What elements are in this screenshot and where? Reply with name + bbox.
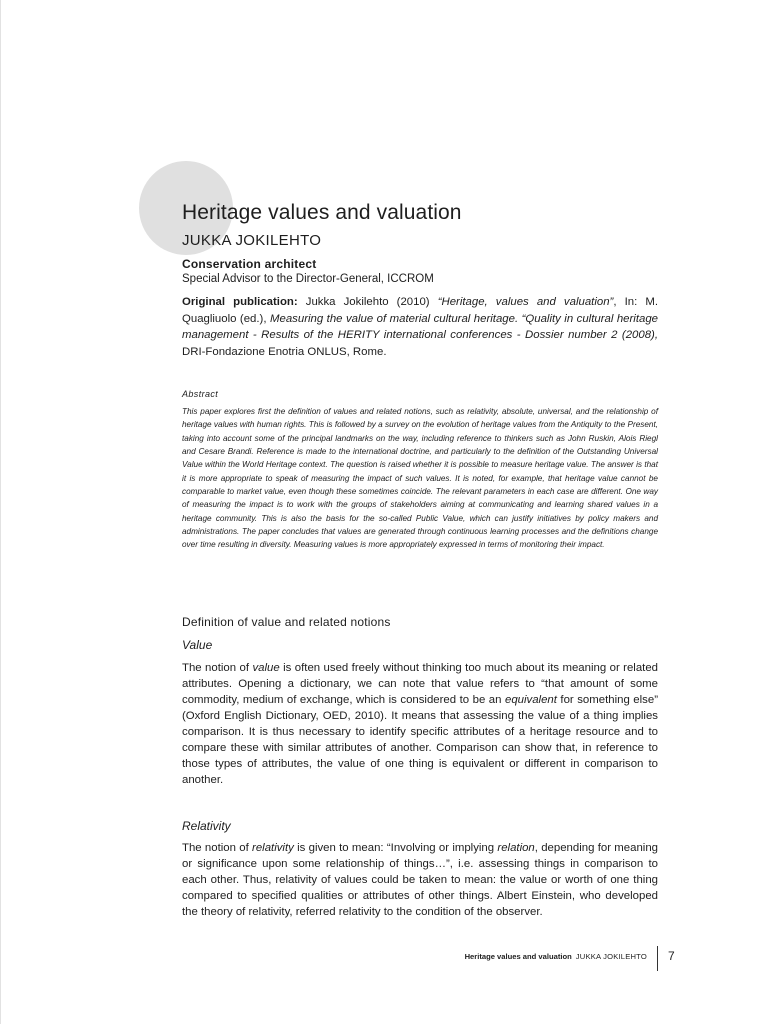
publication-part: Jukka Jokilehto (2010) — [297, 296, 438, 308]
subheading-value: Value — [182, 638, 213, 652]
text-emphasis: relation — [497, 842, 535, 854]
page-edge — [0, 0, 1, 1024]
abstract-label: Abstract — [182, 389, 219, 399]
text-run: for something else” (Oxford English Dictionary, OED, 2010). It means that assessing the value of a thing implies comparison. It is thus necessary to identify specific attributes of a heritage resource and to compare these with similar attributes of another. Comparison can show that, in reference to those types of attributes, the value of one thing is equivalent or different in comparison to another. — [182, 693, 658, 786]
text-emphasis: equivalent — [504, 693, 557, 706]
text-emphasis: value — [252, 662, 280, 674]
section-heading: Definition of value and related notions — [182, 615, 391, 629]
text-emphasis: relativity — [252, 842, 294, 854]
text-run: is given to mean: “Involving or implying — [293, 842, 498, 854]
author-role: Conservation architect — [182, 257, 317, 271]
paragraph-value — [182, 661, 658, 789]
footer-title: Heritage values and valuation — [464, 952, 572, 961]
running-footer — [460, 952, 647, 961]
author-name: JUKKA JOKILEHTO — [182, 232, 322, 249]
publication-title: “Heritage, values and valuation” — [437, 296, 614, 308]
abstract-text: This paper explores first the definition of values and related notions, such as relativity, absolute, universal, and the relationship of heritage values with human rights. This is followed by a survey on the evolution of heritage values from the Antiquity to the Present, taking into account some of the principal landmarks on the way, including reference to thinkers such as John Ruskin, Alois Riegl and Cesare Brandi. Reference is made to the international doctrine, and particularly to the definition of the Outstanding Universal Value within the World Heritage context. The question is raised whether it is possible to measure heritage value. The answer is that it is more appropriate to speak of measuring the impact of such values. It is noted, for example, that heritage value cannot be comparable to market value, even though these sometimes coincide. The relevant parameters in each case are different. One way of measuring the impact is to work with the groups of stakeholders aiming at communicating and learning shared values in a heritage community. This is also the basis for the so-called Public Value, which can justify initiatives by policy makers and administrations. The paper concludes that values are generated through continuous learning processes and the definitions change over time resulting in diversity. Measuring values is more appropriately expressed in terms of monitoring their impact. — [182, 407, 658, 550]
subheading-relativity: Relativity — [182, 819, 231, 833]
publication-source: Measuring the value of material cultural heritage. “Quality in cultural heritage management - Results of the HERITY international conferences - Dossier number 2 (2008), — [182, 312, 658, 341]
paragraph-relativity — [182, 841, 658, 921]
author-affiliation: Special Advisor to the Director-General, ICCROM — [182, 273, 434, 285]
footer-author: JUKKA JOKILEHTO — [575, 952, 647, 961]
publication-note — [182, 294, 658, 360]
text-run: The notion of — [182, 662, 253, 674]
footer-divider — [657, 946, 658, 971]
article-title: Heritage values and valuation — [182, 201, 462, 224]
publication-label: Original publication: — [182, 296, 298, 308]
page-number: 7 — [668, 949, 675, 963]
text-run: , depending for meaning or significance upon some relationship of things…”, i.e. assessing things in comparison to each other. Thus, relativity of values could be taken to mean: the value or worth of one thing compared to specified qualities or attributes of other things. Albert Einstein, who developed the theory of relativity, referred relativity to the condition of the observer. — [182, 842, 658, 918]
text-run: is often used freely without thinking too much about its meaning or related attributes. Opening a dictionary, we can note that value refers to “that amount of some commodity, medium of exchange, which is considered to be an — [182, 662, 658, 706]
publication-part: , In: M. Quagliuolo (ed.), — [182, 296, 658, 325]
publication-part: DRI-Fondazione Enotria ONLUS, Rome. — [182, 345, 387, 358]
text-run: The notion of — [182, 842, 253, 854]
